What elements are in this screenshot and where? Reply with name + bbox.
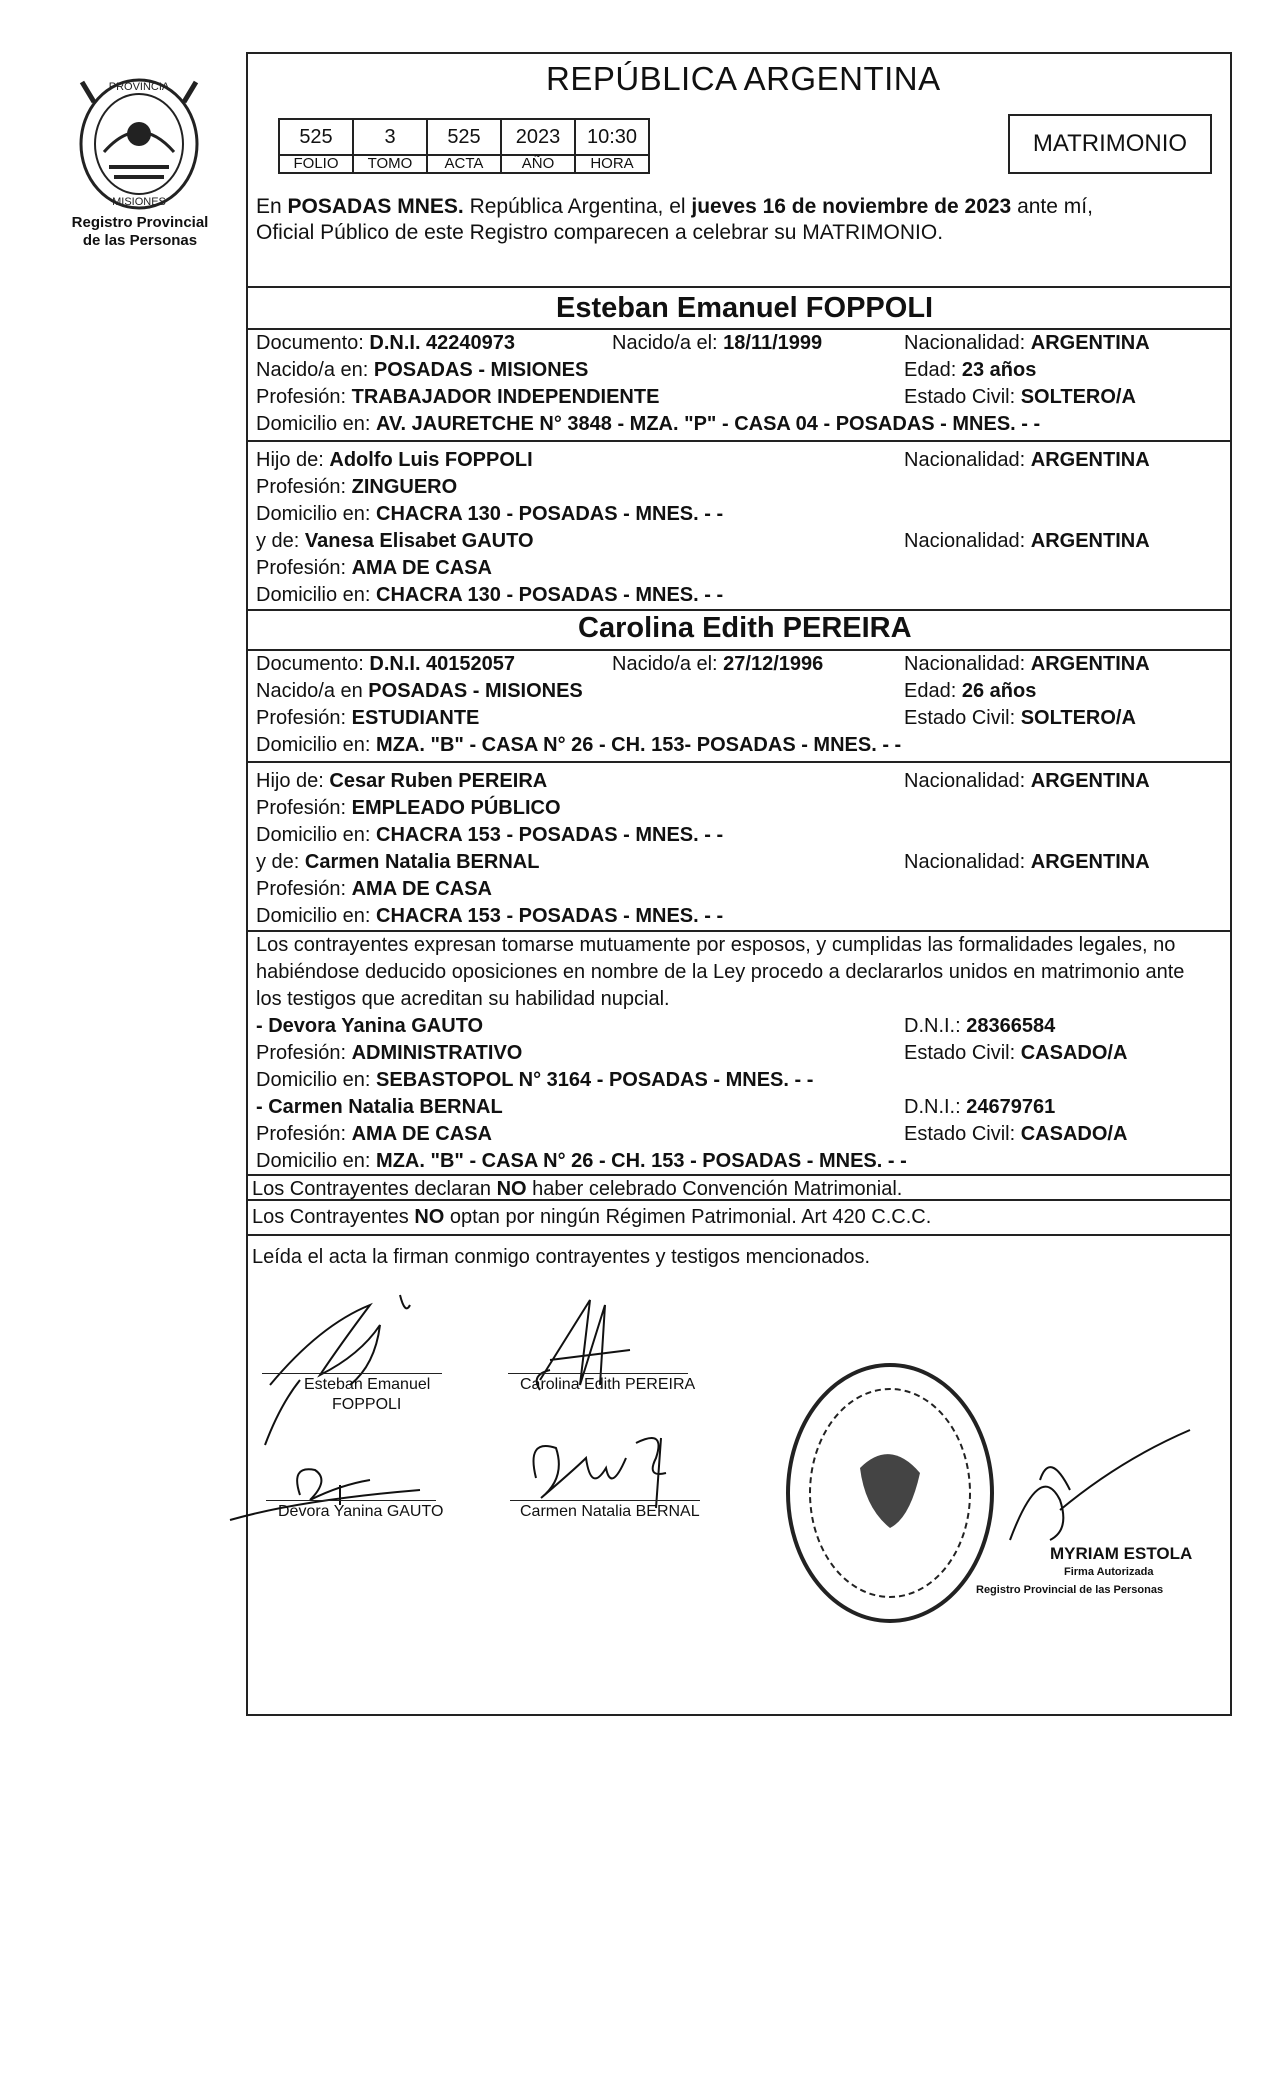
bride-birthdate: Nacido/a el: 27/12/1996 [612, 653, 824, 675]
official-role: Firma Autorizada [1064, 1566, 1154, 1578]
divider [246, 286, 1232, 288]
registry-table [278, 118, 650, 174]
bride-document: Documento: D.N.I. 40152057 [256, 653, 516, 675]
page-title: REPÚBLICA ARGENTINA [546, 60, 941, 97]
bride-mother-address: Domicilio en: CHACRA 153 - POSADAS - MNES. - - [256, 905, 724, 927]
witness2-dni: D.N.I.: 24679761 [904, 1096, 1056, 1118]
acta-value: 525 [427, 119, 501, 155]
divider [246, 609, 1232, 611]
closing-statement: Leída el acta la firman conmigo contrayentes y testigos mencionados. [252, 1246, 871, 1268]
divider [246, 1199, 1232, 1201]
witness1-address: Domicilio en: SEBASTOPOL N° 3164 - POSADAS - MNES. - - [256, 1069, 814, 1091]
bride-address: Domicilio en: MZA. "B" - CASA N° 26 - CH. 153- POSADAS - MNES. - - [256, 734, 902, 756]
regime-line2: Los Contrayentes NO optan por ningún Régimen Patrimonial. Art 420 C.C.C. [252, 1206, 932, 1228]
groom-father-address: Domicilio en: CHACRA 130 - POSADAS - MNES. - - [256, 503, 724, 525]
svg-text:PROVINCIA: PROVINCIA [108, 81, 170, 93]
bride-mother-profession: Profesión: AMA DE CASA [256, 878, 492, 900]
witness1-profession: Profesión: ADMINISTRATIVO [256, 1042, 523, 1064]
groom-address: Domicilio en: AV. JAURETCHE N° 3848 - MZA. "P" - CASA 04 - POSADAS - MNES. - - [256, 413, 1041, 435]
witness2-civil-status: Estado Civil: CASADO/A [904, 1123, 1128, 1145]
groom-father-profession: Profesión: ZINGUERO [256, 476, 458, 498]
witness1-signature-label: Devora Yanina GAUTO [278, 1503, 444, 1520]
witness1-dni: D.N.I.: 28366584 [904, 1015, 1056, 1037]
bride-mother-nationality: Nacionalidad: ARGENTINA [904, 851, 1150, 873]
logo-caption-line1: Registro Provincial [71, 214, 209, 231]
bride-signature-label: Carolina Edith PEREIRA [520, 1376, 696, 1393]
bride-father: Hijo de: Cesar Ruben PEREIRA [256, 770, 548, 792]
groom-mother-address: Domicilio en: CHACRA 130 - POSADAS - MNES. - - [256, 584, 724, 606]
groom-mother-profession: Profesión: AMA DE CASA [256, 557, 492, 579]
witness1-signature [220, 1455, 450, 1535]
bride-profession: Profesión: ESTUDIANTE [256, 707, 480, 729]
bride-father-nationality: Nacionalidad: ARGENTINA [904, 770, 1150, 792]
groom-father-nationality: Nacionalidad: ARGENTINA [904, 449, 1150, 471]
witness2-profession: Profesión: AMA DE CASA [256, 1123, 492, 1145]
official-name: MYRIAM ESTOLA [1050, 1544, 1193, 1563]
groom-signature-label-line2: FOPPOLI [332, 1396, 402, 1413]
groom-name-heading: Esteban Emanuel FOPPOLI [556, 292, 934, 324]
regime-line1: Los Contrayentes declaran NO haber celebrado Convención Matrimonial. [252, 1178, 903, 1200]
witness1-name: - Devora Yanina GAUTO [256, 1015, 484, 1037]
year-value: 2023 [501, 119, 575, 155]
groom-nationality: Nacionalidad: ARGENTINA [904, 332, 1150, 354]
witness2-signature-label: Carmen Natalia BERNAL [520, 1503, 700, 1520]
acta-caption: ACTA [427, 155, 501, 173]
groom-mother: y de: Vanesa Elisabet GAUTO [256, 530, 534, 552]
official-stamp [780, 1358, 1000, 1628]
signature-line [508, 1373, 688, 1374]
witness2-name: - Carmen Natalia BERNAL [256, 1096, 503, 1118]
bride-name-heading: Carolina Edith PEREIRA [578, 612, 912, 644]
signature-line [510, 1500, 700, 1501]
bride-age: Edad: 26 años [904, 680, 1037, 702]
groom-father: Hijo de: Adolfo Luis FOPPOLI [256, 449, 533, 471]
svg-text:MISIONES: MISIONES [112, 196, 166, 208]
groom-age: Edad: 23 años [904, 359, 1037, 381]
groom-signature-label-line1: Esteban Emanuel [304, 1376, 431, 1393]
declaration-line2: habiéndose deducido oposiciones en nombre de la Ley procedo a declararlos unidos en matrimonio ante [256, 961, 1185, 983]
folio-value: 525 [279, 119, 353, 155]
intro-line2: Oficial Público de este Registro comparecen a celebrar su MATRIMONIO. [256, 221, 944, 244]
logo-caption [50, 214, 230, 250]
witness2-address: Domicilio en: MZA. "B" - CASA N° 26 - CH. 153 - POSADAS - MNES. - - [256, 1150, 907, 1172]
declaration-line3: los testigos que acreditan su habilidad nupcial. [256, 988, 670, 1010]
official-organization: Registro Provincial de las Personas [976, 1584, 1164, 1596]
bride-mother: y de: Carmen Natalia BERNAL [256, 851, 540, 873]
divider [246, 761, 1232, 763]
witness1-civil-status: Estado Civil: CASADO/A [904, 1042, 1128, 1064]
hour-caption: HORA [575, 155, 649, 173]
hour-value: 10:30 [575, 119, 649, 155]
groom-birthplace: Nacido/a en: POSADAS - MISIONES [256, 359, 589, 381]
bride-civil-status: Estado Civil: SOLTERO/A [904, 707, 1136, 729]
bride-father-profession: Profesión: EMPLEADO PÚBLICO [256, 797, 561, 819]
provincial-seal-logo [74, 72, 204, 212]
logo-caption-line2: de las Personas [82, 232, 198, 249]
divider [246, 1234, 1232, 1236]
signature-line [262, 1373, 442, 1374]
groom-birthdate: Nacido/a el: 18/11/1999 [612, 332, 823, 354]
groom-signature [260, 1285, 430, 1455]
folio-caption: FOLIO [279, 155, 353, 173]
year-caption: AÑO [501, 155, 575, 173]
groom-profession: Profesión: TRABAJADOR INDEPENDIENTE [256, 386, 660, 408]
bride-nationality: Nacionalidad: ARGENTINA [904, 653, 1150, 675]
groom-civil-status: Estado Civil: SOLTERO/A [904, 386, 1136, 408]
groom-mother-nationality: Nacionalidad: ARGENTINA [904, 530, 1150, 552]
official-signature [1000, 1420, 1200, 1550]
groom-document: Documento: D.N.I. 42240973 [256, 332, 516, 354]
intro-line1: En POSADAS MNES. República Argentina, el jueves 16 de noviembre de 2023 ante mí, [256, 195, 1093, 218]
declaration-line1: Los contrayentes expresan tomarse mutuamente por esposos, y cumplidas las formalidades legales, no [256, 934, 1176, 956]
divider [246, 440, 1232, 442]
bride-father-address: Domicilio en: CHACRA 153 - POSADAS - MNES. - - [256, 824, 724, 846]
bride-birthplace: Nacido/a en POSADAS - MISIONES [256, 680, 583, 702]
tomo-value: 3 [353, 119, 427, 155]
tomo-caption: TOMO [353, 155, 427, 173]
signature-line [266, 1500, 436, 1501]
record-type-box: MATRIMONIO [1008, 114, 1212, 174]
